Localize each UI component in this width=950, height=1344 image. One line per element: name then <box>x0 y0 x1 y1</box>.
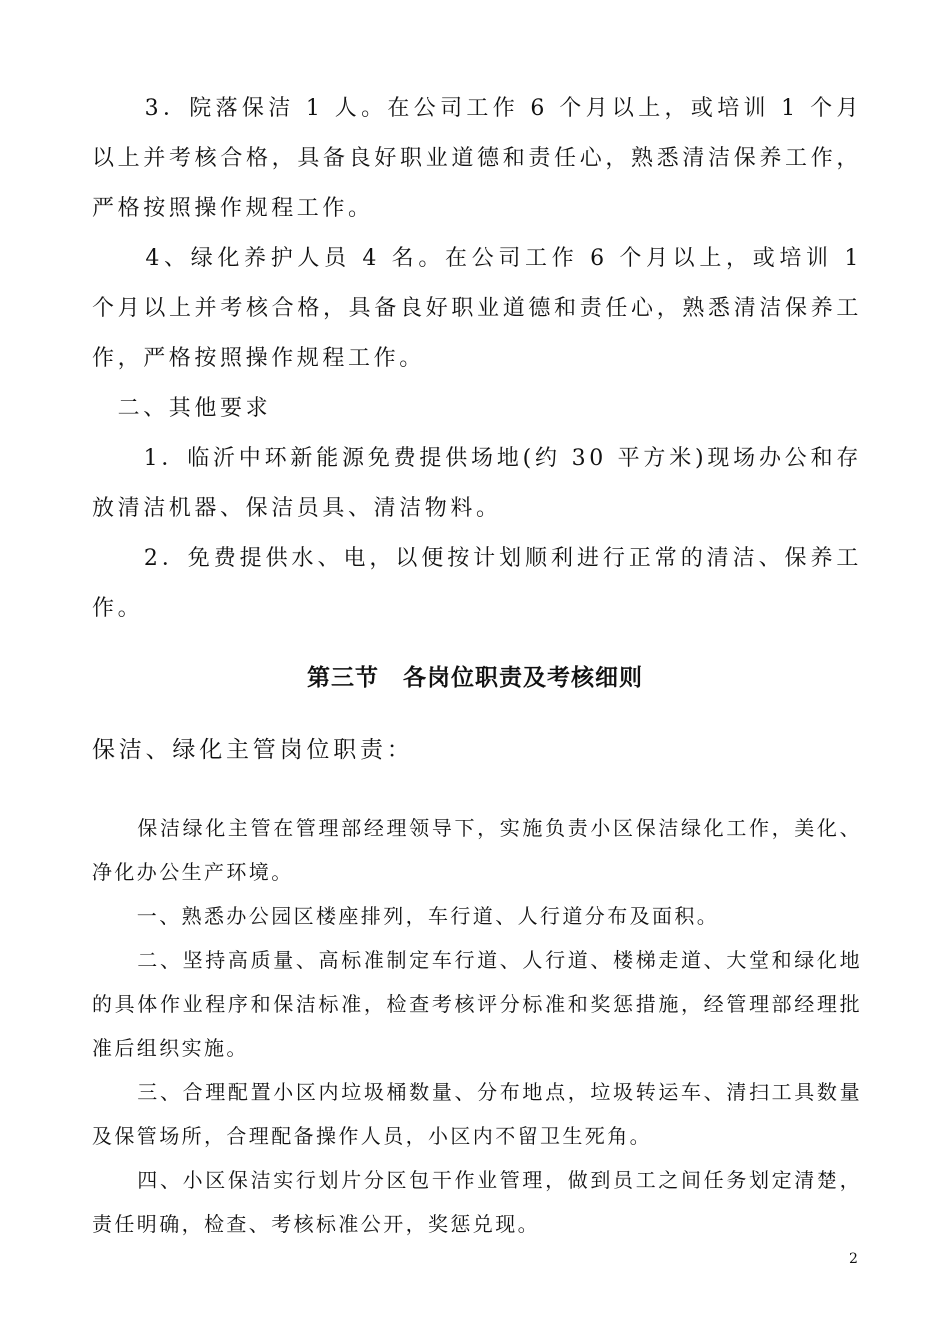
paragraph-supervisor-intro: 保洁绿化主管在管理部经理领导下，实施负责小区保洁绿化工作，美化、净化办公生产环境。 <box>92 816 862 884</box>
paragraph-duty-2: 二、坚持高质量、高标准制定车行道、人行道、楼梯走道、大堂和绿化地的具体作业程序和保洁标准，检查考核评分标准和奖惩措施，经管理部经理批准后组织实施。 <box>92 948 862 1060</box>
section-heading: 第三节 各岗位职责及考核细则 <box>307 665 643 691</box>
paragraph-duty-4: 四、小区保洁实行划片分区包干作业管理，做到员工之间任务划定清楚，责任明确，检查、考核标准公开，奖惩兑现。 <box>92 1168 862 1236</box>
paragraph-duty-1: 一、熟悉办公园区楼座排列，车行道、人行道分布及面积。 <box>92 904 720 928</box>
paragraph-venue-provision: 1．临沂中环新能源免费提供场地(约 30 平方米)现场办公和存放清洁机器、保洁员具、清洁物料。 <box>92 446 862 521</box>
page-number: 2 <box>849 1251 858 1267</box>
paragraph-water-electricity: 2．免费提供水、电，以便按计划顺利进行正常的清洁、保养工作。 <box>92 546 862 621</box>
subheading: 保洁、绿化主管岗位职责： <box>92 737 414 763</box>
paragraph-duty-3: 三、合理配置小区内垃圾桶数量、分布地点，垃圾转运车、清扫工具数量及保管场所，合理配备操作人员，小区内不留卫生死角。 <box>92 1080 862 1148</box>
paragraph-courtyard-cleaner: 3．院落保洁 1 人。在公司工作 6 个月以上，或培训 1 个月以上并考核合格，具备良好职业道德和责任心，熟悉清洁保养工作，严格按照操作规程工作。 <box>92 96 862 221</box>
section-other-requirements: 二、其他要求 <box>92 396 272 421</box>
paragraph-greening-staff: 4、绿化养护人员 4 名。在公司工作 6 个月以上，或培训 1 个月以上并考核合格，具备良好职业道德和责任心，熟悉清洁保养工作，严格按照操作规程工作。 <box>92 246 862 371</box>
